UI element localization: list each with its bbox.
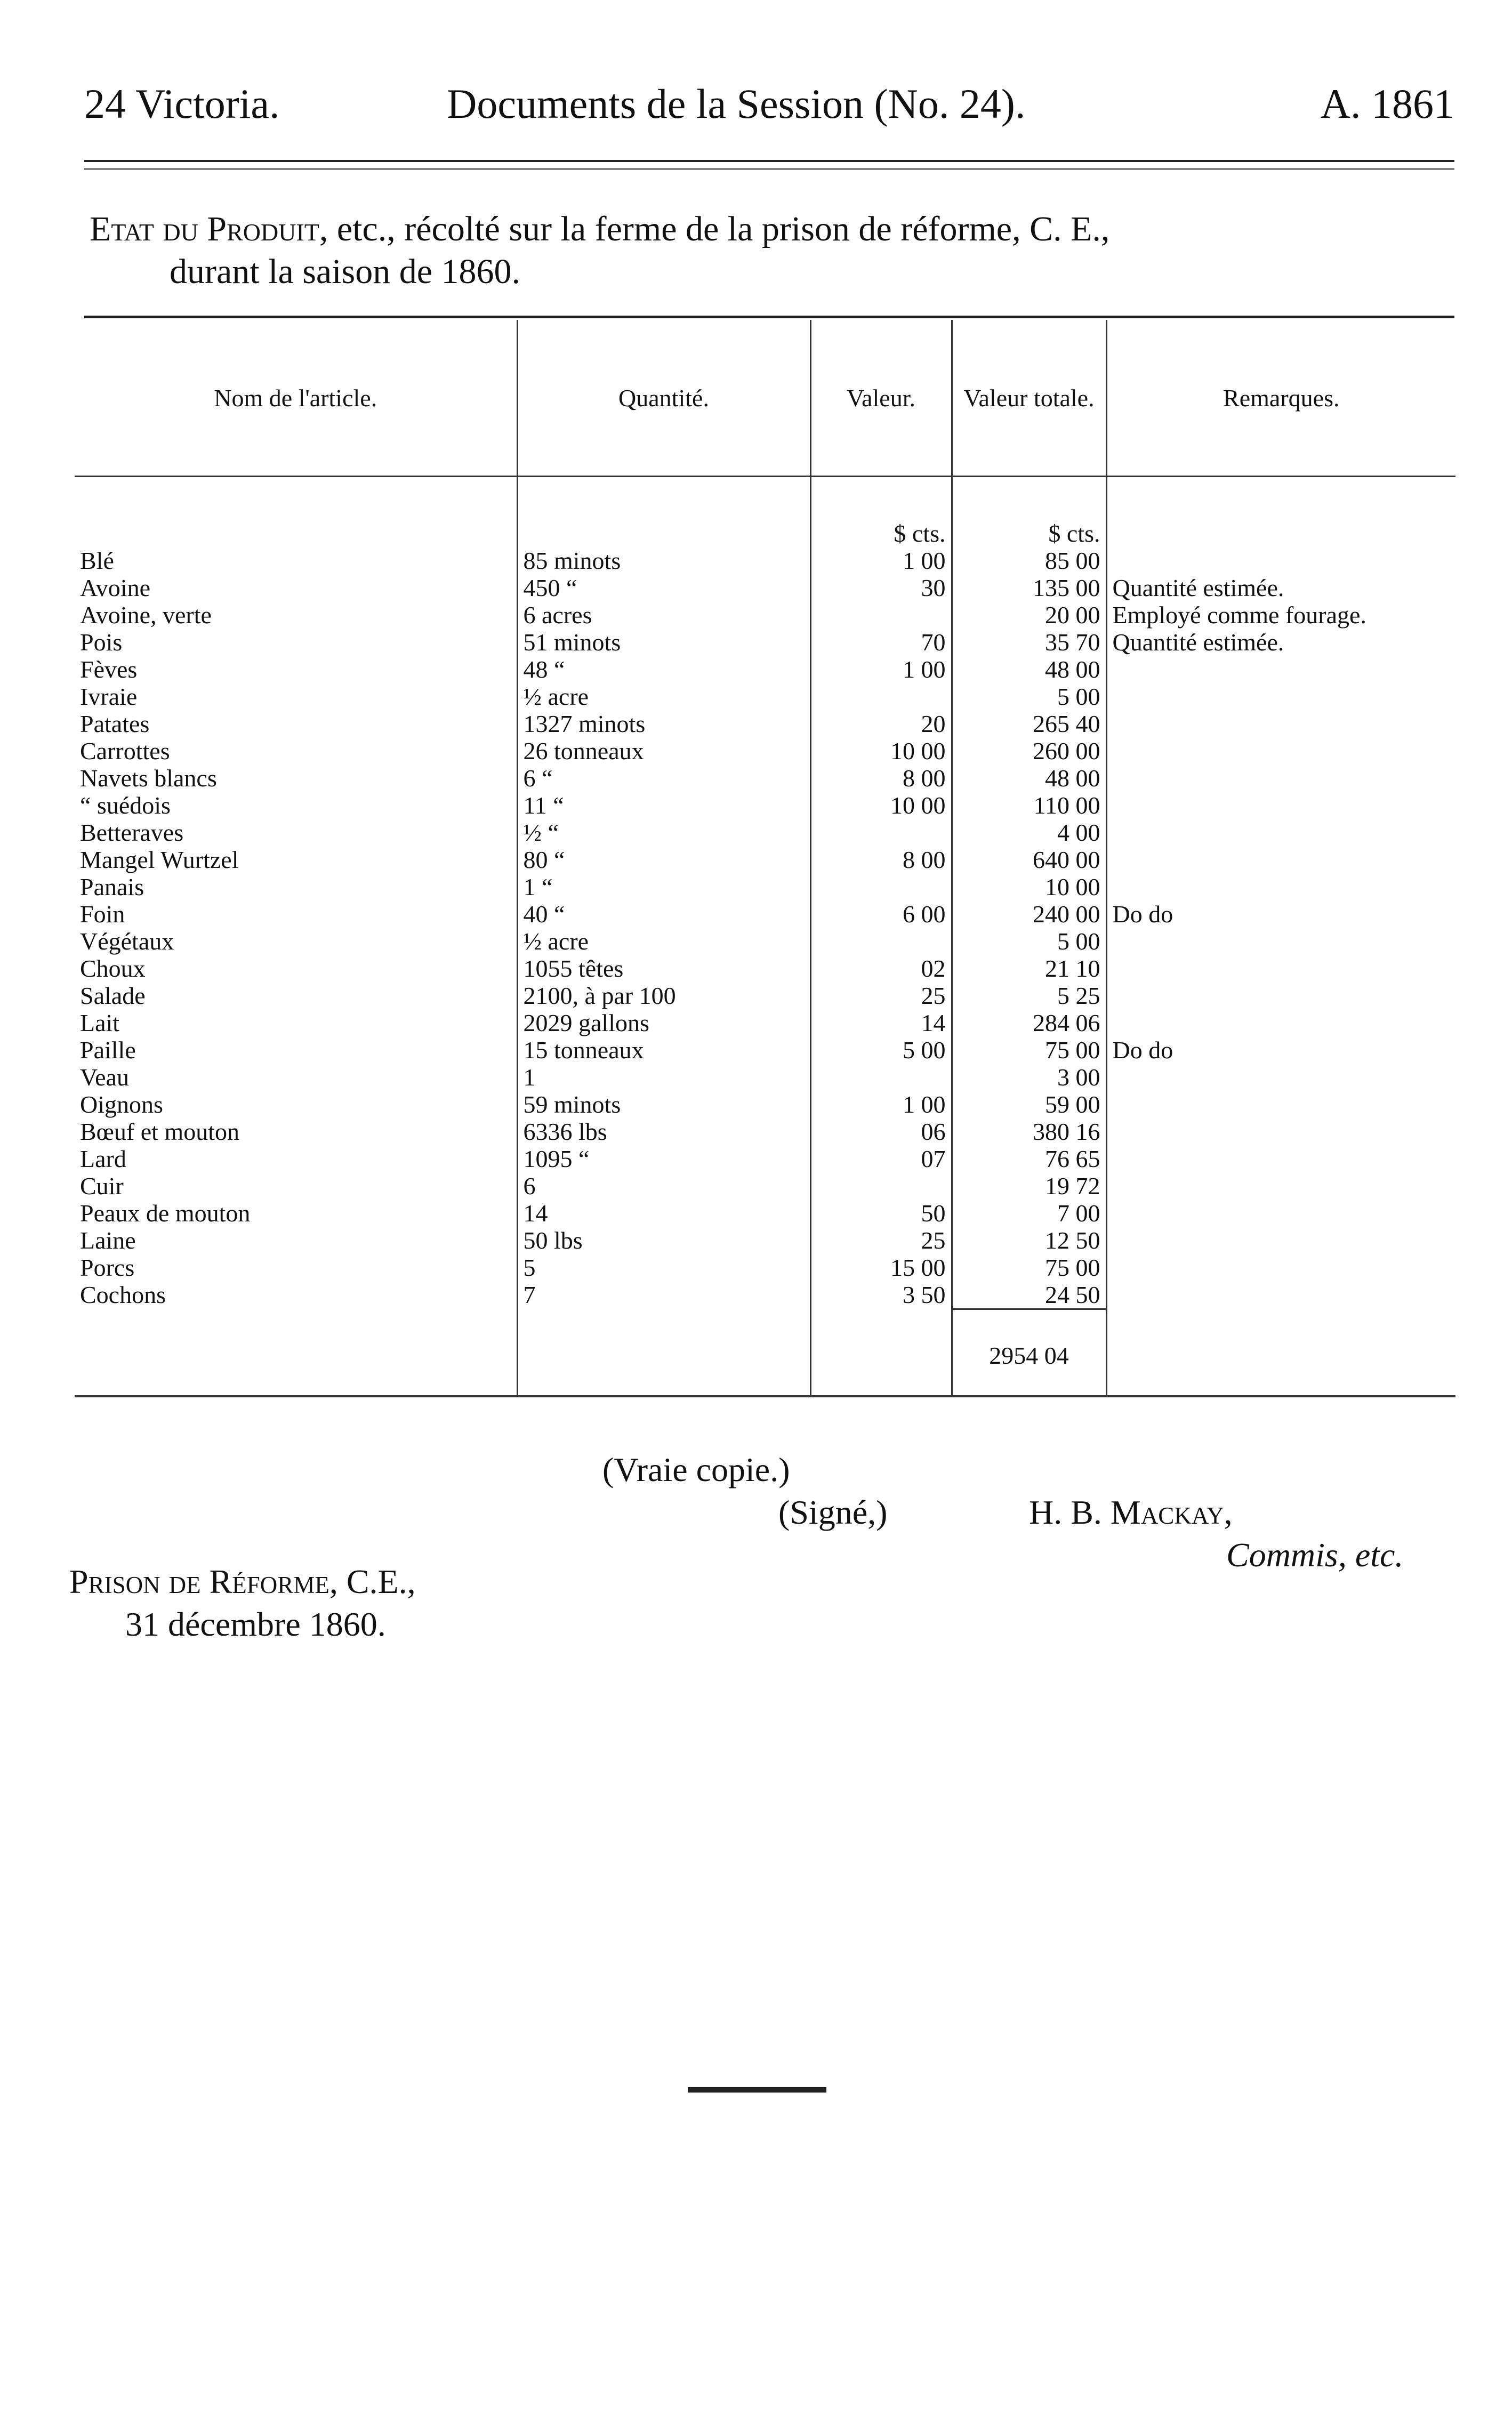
title-season: durant la saison de 1860. [170, 252, 521, 291]
signe-label: (Signé,) [778, 1493, 888, 1531]
closing-ornament [688, 2087, 826, 2093]
item-quantity: 40 “ [517, 900, 810, 928]
item-name: Lait [80, 1009, 120, 1036]
item-total: 260 00 [952, 737, 1106, 765]
item-total: 380 16 [952, 1118, 1106, 1145]
item-quantity: 7 [517, 1281, 810, 1309]
item-total: 35 70 [952, 629, 1106, 656]
col-header-value: Valeur. [810, 320, 952, 477]
item-remarks: Do do [1106, 900, 1455, 928]
item-remarks [1106, 982, 1455, 1009]
item-quantity: 1 “ [517, 873, 810, 900]
page-header [84, 80, 1454, 133]
item-total: 10 00 [952, 873, 1106, 900]
item-value [810, 928, 952, 955]
item-remarks: Employé comme fourage. [1106, 601, 1455, 629]
item-name: Oignons [80, 1091, 163, 1118]
item-quantity: 15 tonneaux [517, 1036, 810, 1064]
item-remarks [1106, 737, 1455, 765]
item-name: Porcs [80, 1254, 135, 1281]
item-total: 265 40 [952, 710, 1106, 737]
item-total: 24 50 [952, 1281, 1106, 1309]
item-name: Lard [80, 1145, 126, 1172]
header-year: A. 1861 [1320, 81, 1454, 127]
item-remarks [1106, 819, 1455, 846]
item-value: 6 00 [810, 900, 952, 928]
item-total: 5 25 [952, 982, 1106, 1009]
item-value: 8 00 [810, 846, 952, 873]
item-remarks [1106, 656, 1455, 683]
item-quantity: 50 lbs [517, 1227, 810, 1254]
table-row [75, 547, 1455, 574]
table-row [75, 683, 1455, 710]
item-name: Cochons [80, 1281, 166, 1308]
table-row [75, 1091, 1455, 1118]
item-total: 640 00 [952, 846, 1106, 873]
item-total: 7 00 [952, 1200, 1106, 1227]
table-row [75, 574, 1455, 601]
item-remarks [1106, 1118, 1455, 1145]
item-total: 48 00 [952, 765, 1106, 792]
item-total: 4 00 [952, 819, 1106, 846]
item-name: Cuir [80, 1172, 124, 1200]
item-name: Veau [80, 1064, 129, 1091]
item-quantity: 51 minots [517, 629, 810, 656]
table-row [75, 710, 1455, 737]
item-total: 284 06 [952, 1009, 1106, 1036]
item-name: Paille [80, 1036, 136, 1064]
item-remarks: Do do [1106, 1036, 1455, 1064]
table-row [75, 1036, 1455, 1064]
table-row [75, 900, 1455, 928]
title-body: etc., récolté sur la ferme de la prison de réforme, C. E., [336, 210, 1110, 248]
item-total: 110 00 [952, 792, 1106, 819]
item-remarks [1106, 1227, 1455, 1254]
item-value: 70 [810, 629, 952, 656]
item-quantity: 48 “ [517, 656, 810, 683]
table-row [75, 765, 1455, 792]
item-name: Pois [80, 629, 123, 656]
signatory-name: H. B. Mackay, [1029, 1493, 1233, 1531]
item-value: 1 00 [810, 547, 952, 574]
item-total: 59 00 [952, 1091, 1106, 1118]
item-value: 15 00 [810, 1254, 952, 1281]
title-lead: Etat du Produit, [90, 210, 328, 248]
table-row [75, 928, 1455, 955]
table-row [75, 982, 1455, 1009]
table-row [75, 1172, 1455, 1200]
item-total: 48 00 [952, 656, 1106, 683]
item-total: 85 00 [952, 547, 1106, 574]
item-quantity: 1055 têtes [517, 955, 810, 982]
item-value [810, 683, 952, 710]
item-remarks [1106, 683, 1455, 710]
item-total: 12 50 [952, 1227, 1106, 1254]
header-rule-bottom [84, 168, 1454, 170]
item-value: 07 [810, 1145, 952, 1172]
vraie-copie: (Vraie copie.) [602, 1451, 790, 1488]
item-total: 75 00 [952, 1254, 1106, 1281]
item-value: 02 [810, 955, 952, 982]
grand-total: 2954 04 [952, 1309, 1106, 1397]
item-name: Avoine [80, 574, 151, 601]
item-remarks [1106, 1064, 1455, 1091]
col-header-quantity: Quantité. [517, 320, 810, 477]
item-quantity: 1095 “ [517, 1145, 810, 1172]
item-total: 135 00 [952, 574, 1106, 601]
table-row [75, 1009, 1455, 1036]
table-row [75, 819, 1455, 846]
item-name: Laine [80, 1227, 136, 1254]
signatory-role: Commis, etc. [1226, 1536, 1404, 1574]
item-remarks: Quantité estimée. [1106, 629, 1455, 656]
item-total: 3 00 [952, 1064, 1106, 1091]
table-row [75, 737, 1455, 765]
total-row [75, 1309, 1455, 1397]
table-header-row [75, 320, 1455, 477]
item-remarks: Quantité estimée. [1106, 574, 1455, 601]
item-name: Peaux de mouton [80, 1200, 251, 1227]
item-remarks [1106, 955, 1455, 982]
item-remarks [1106, 1254, 1455, 1281]
item-name: Salade [80, 982, 146, 1009]
item-quantity: 1327 minots [517, 710, 810, 737]
item-name: Mangel Wurtzel [80, 846, 239, 873]
item-value: 25 [810, 1227, 952, 1254]
item-value: 14 [810, 1009, 952, 1036]
item-quantity: ½ acre [517, 683, 810, 710]
item-quantity: 26 tonneaux [517, 737, 810, 765]
item-remarks [1106, 873, 1455, 900]
item-quantity: 85 minots [517, 547, 810, 574]
item-remarks [1106, 765, 1455, 792]
header-rule-top [84, 160, 1454, 162]
item-name: “ suédois [80, 792, 171, 819]
place-line: Prison de Réforme, C.E., [69, 1563, 416, 1600]
item-name: Végétaux [80, 928, 174, 955]
item-value [810, 1172, 952, 1200]
value-unit: $ cts. [810, 477, 952, 548]
item-value: 25 [810, 982, 952, 1009]
table-row [75, 1145, 1455, 1172]
item-quantity: 2100, à par 100 [517, 982, 810, 1009]
item-name: Ivraie [80, 683, 138, 710]
item-value: 10 00 [810, 737, 952, 765]
item-value: 06 [810, 1118, 952, 1145]
item-quantity: 6336 lbs [517, 1118, 810, 1145]
item-name: Patates [80, 710, 150, 737]
table-title [90, 208, 1454, 293]
units-row [75, 477, 1455, 548]
item-value: 20 [810, 710, 952, 737]
item-name: Navets blancs [80, 765, 217, 792]
item-remarks [1106, 1145, 1455, 1172]
item-value: 3 50 [810, 1281, 952, 1309]
table-row [75, 1118, 1455, 1145]
item-name: Choux [80, 955, 146, 982]
item-value: 1 00 [810, 656, 952, 683]
item-remarks [1106, 710, 1455, 737]
table-row [75, 792, 1455, 819]
item-remarks [1106, 846, 1455, 873]
header-session: 24 Victoria. [84, 81, 280, 127]
item-quantity: 6 “ [517, 765, 810, 792]
item-quantity: ½ “ [517, 819, 810, 846]
table-row [75, 601, 1455, 629]
item-total: 20 00 [952, 601, 1106, 629]
item-value: 8 00 [810, 765, 952, 792]
col-header-name: Nom de l'article. [75, 320, 517, 477]
item-quantity: 14 [517, 1200, 810, 1227]
item-value: 1 00 [810, 1091, 952, 1118]
item-remarks [1106, 1200, 1455, 1227]
item-quantity: 6 acres [517, 601, 810, 629]
item-name: Avoine, verte [80, 601, 212, 629]
item-quantity: 450 “ [517, 574, 810, 601]
item-value: 10 00 [810, 792, 952, 819]
item-name: Panais [80, 873, 144, 900]
table-row [75, 1281, 1455, 1309]
item-remarks [1106, 1091, 1455, 1118]
date-line: 31 décembre 1860. [125, 1605, 386, 1643]
table-row [75, 955, 1455, 982]
item-remarks [1106, 928, 1455, 955]
item-total: 75 00 [952, 1036, 1106, 1064]
item-remarks [1106, 1009, 1455, 1036]
header-document-title: Documents de la Session (No. 24). [447, 81, 1026, 127]
item-quantity: 6 [517, 1172, 810, 1200]
item-value: 5 00 [810, 1036, 952, 1064]
item-name: Fèves [80, 656, 138, 683]
item-value [810, 601, 952, 629]
item-value: 30 [810, 574, 952, 601]
col-header-total: Valeur totale. [952, 320, 1106, 477]
item-quantity: 11 “ [517, 792, 810, 819]
item-value [810, 873, 952, 900]
item-name: Bœuf et mouton [80, 1118, 239, 1145]
table-row [75, 1064, 1455, 1091]
item-total: 240 00 [952, 900, 1106, 928]
item-value [810, 819, 952, 846]
item-remarks [1106, 792, 1455, 819]
item-total: 5 00 [952, 928, 1106, 955]
item-quantity: 80 “ [517, 846, 810, 873]
table-row [75, 629, 1455, 656]
item-total: 76 65 [952, 1145, 1106, 1172]
produce-table [75, 320, 1455, 1397]
item-remarks [1106, 547, 1455, 574]
table-row [75, 846, 1455, 873]
item-value [810, 1064, 952, 1091]
item-total: 5 00 [952, 683, 1106, 710]
table-row [75, 1227, 1455, 1254]
item-quantity: 59 minots [517, 1091, 810, 1118]
total-unit: $ cts. [952, 477, 1106, 548]
item-total: 19 72 [952, 1172, 1106, 1200]
table-top-rule [84, 316, 1454, 318]
table-row [75, 656, 1455, 683]
table-row [75, 873, 1455, 900]
item-name: Blé [80, 547, 114, 574]
item-quantity: 1 [517, 1064, 810, 1091]
item-name: Foin [80, 900, 125, 928]
col-header-remarks: Remarques. [1106, 320, 1455, 477]
item-quantity: ½ acre [517, 928, 810, 955]
table-row [75, 1200, 1455, 1227]
item-value: 50 [810, 1200, 952, 1227]
item-quantity: 2029 gallons [517, 1009, 810, 1036]
item-remarks [1106, 1172, 1455, 1200]
table-row [75, 1254, 1455, 1281]
item-name: Betteraves [80, 819, 184, 846]
item-remarks [1106, 1281, 1455, 1309]
item-quantity: 5 [517, 1254, 810, 1281]
item-name: Carrottes [80, 737, 170, 765]
item-total: 21 10 [952, 955, 1106, 982]
